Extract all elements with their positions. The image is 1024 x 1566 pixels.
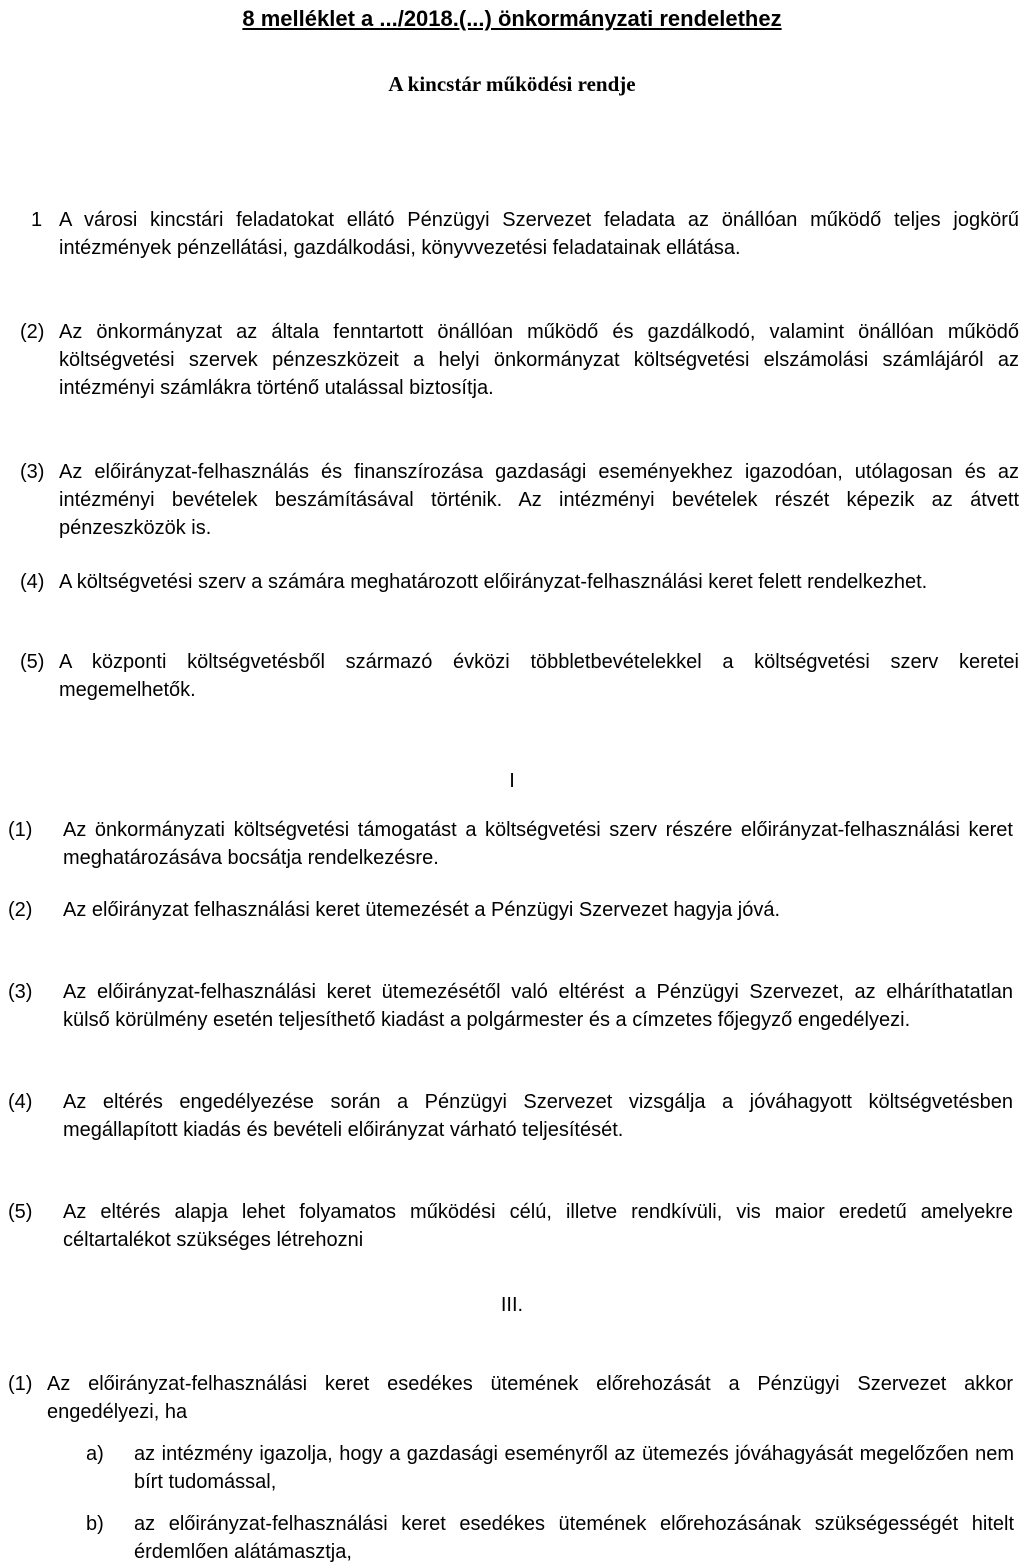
paragraph-text: Az előirányzat-felhasználási keret esedékes ütemének előrehozását a Pénzügyi Szervezet akkor engedélyezi, ha [47, 1373, 1013, 1423]
paragraph-number: (4) [20, 571, 45, 593]
paragraph-number: (5) [20, 651, 45, 673]
paragraph-number: (1) [8, 819, 33, 841]
paragraph-number: (2) [20, 321, 45, 343]
paragraph-text: Az eltérés engedélyezése során a Pénzügyi Szervezet vizsgálja a jóváhagyott költségvetésben megállapított kiadás és bevételi előirányzat várható teljesítését. [63, 1091, 1013, 1141]
paragraph-text: A városi kincstári feladatokat ellátó Pénzügyi Szervezet feladata az önállóan működő teljes jogkörű intézmények pénzellátási, gazdálkodási, könyvvezetési feladatainak ellátása. [59, 209, 1019, 259]
document-header-title: 8 melléklet a .../2018.(...) önkormányzati rendelethez [242, 6, 782, 31]
paragraph-number: (1) [8, 1373, 33, 1395]
paragraph-number: (5) [8, 1201, 33, 1223]
list-item-text: az előirányzat-felhasználási keret esedékes ütemének előrehozásának szükségességét hitelt érdemlően alátámasztja, [134, 1513, 1014, 1563]
paragraph-text: Az eltérés alapja lehet folyamatos működési célú, illetve rendkívüli, vis maior eredetű amelyekre céltartalékot szükséges létrehozni [63, 1201, 1013, 1251]
paragraph-text: Az előirányzat felhasználási keret ütemezését a Pénzügyi Szervezet hagyja jóvá. [63, 899, 781, 921]
list-item-text: az intézmény igazolja, hogy a gazdasági eseményről az ütemezés jóváhagyását megelőzően nem bírt tudomással, [134, 1443, 1014, 1493]
paragraph-text: Az önkormányzati költségvetési támogatást a költségvetési szerv részére előirányzat-felhasználási keret meghatározásáva bocsátja rendelkezésre. [63, 819, 1013, 869]
paragraph-number: (3) [20, 461, 45, 483]
paragraph-number: (3) [8, 981, 33, 1003]
section-heading: I [509, 770, 515, 792]
section-heading: III. [500, 1294, 524, 1316]
paragraph-text: Az önkormányzat az általa fenntartott önállóan működő és gazdálkodó, valamint önállóan működő költségvetési szervek pénzeszközeit a helyi önkormányzat költségvetési elszámolási számlájáról az intézményi számlákra történő utalással biztosítja. [59, 321, 1019, 399]
list-item-letter: a) [86, 1443, 104, 1465]
list-item-letter: b) [86, 1513, 104, 1535]
document-subtitle: A kincstár működési rendje [388, 72, 636, 96]
paragraph-number: 1 [31, 209, 43, 231]
paragraph-text: A költségvetési szerv a számára meghatározott előirányzat-felhasználási keret felett rendelkezhet. [59, 571, 928, 593]
paragraph-number: (2) [8, 899, 33, 921]
paragraph-number: (4) [8, 1091, 33, 1113]
paragraph-text: A központi költségvetésből származó évközi többletbevételekkel a költségvetési szerv keretei megemelhetők. [59, 651, 1019, 701]
paragraph-text: Az előirányzat-felhasználási keret ütemezésétől való eltérést a Pénzügyi Szervezet, az elháríthatatlan külső körülmény esetén teljesíthető kiadást a polgármester és a címzetes főjegyző engedélyezi. [63, 981, 1013, 1031]
paragraph-text: Az előirányzat-felhasználás és finanszírozása gazdasági eseményekhez igazodóan, utólagosan és az intézményi bevételek beszámításával történik. Az intézményi bevételek részét képezik az átvett pénzeszközök is. [59, 461, 1019, 539]
